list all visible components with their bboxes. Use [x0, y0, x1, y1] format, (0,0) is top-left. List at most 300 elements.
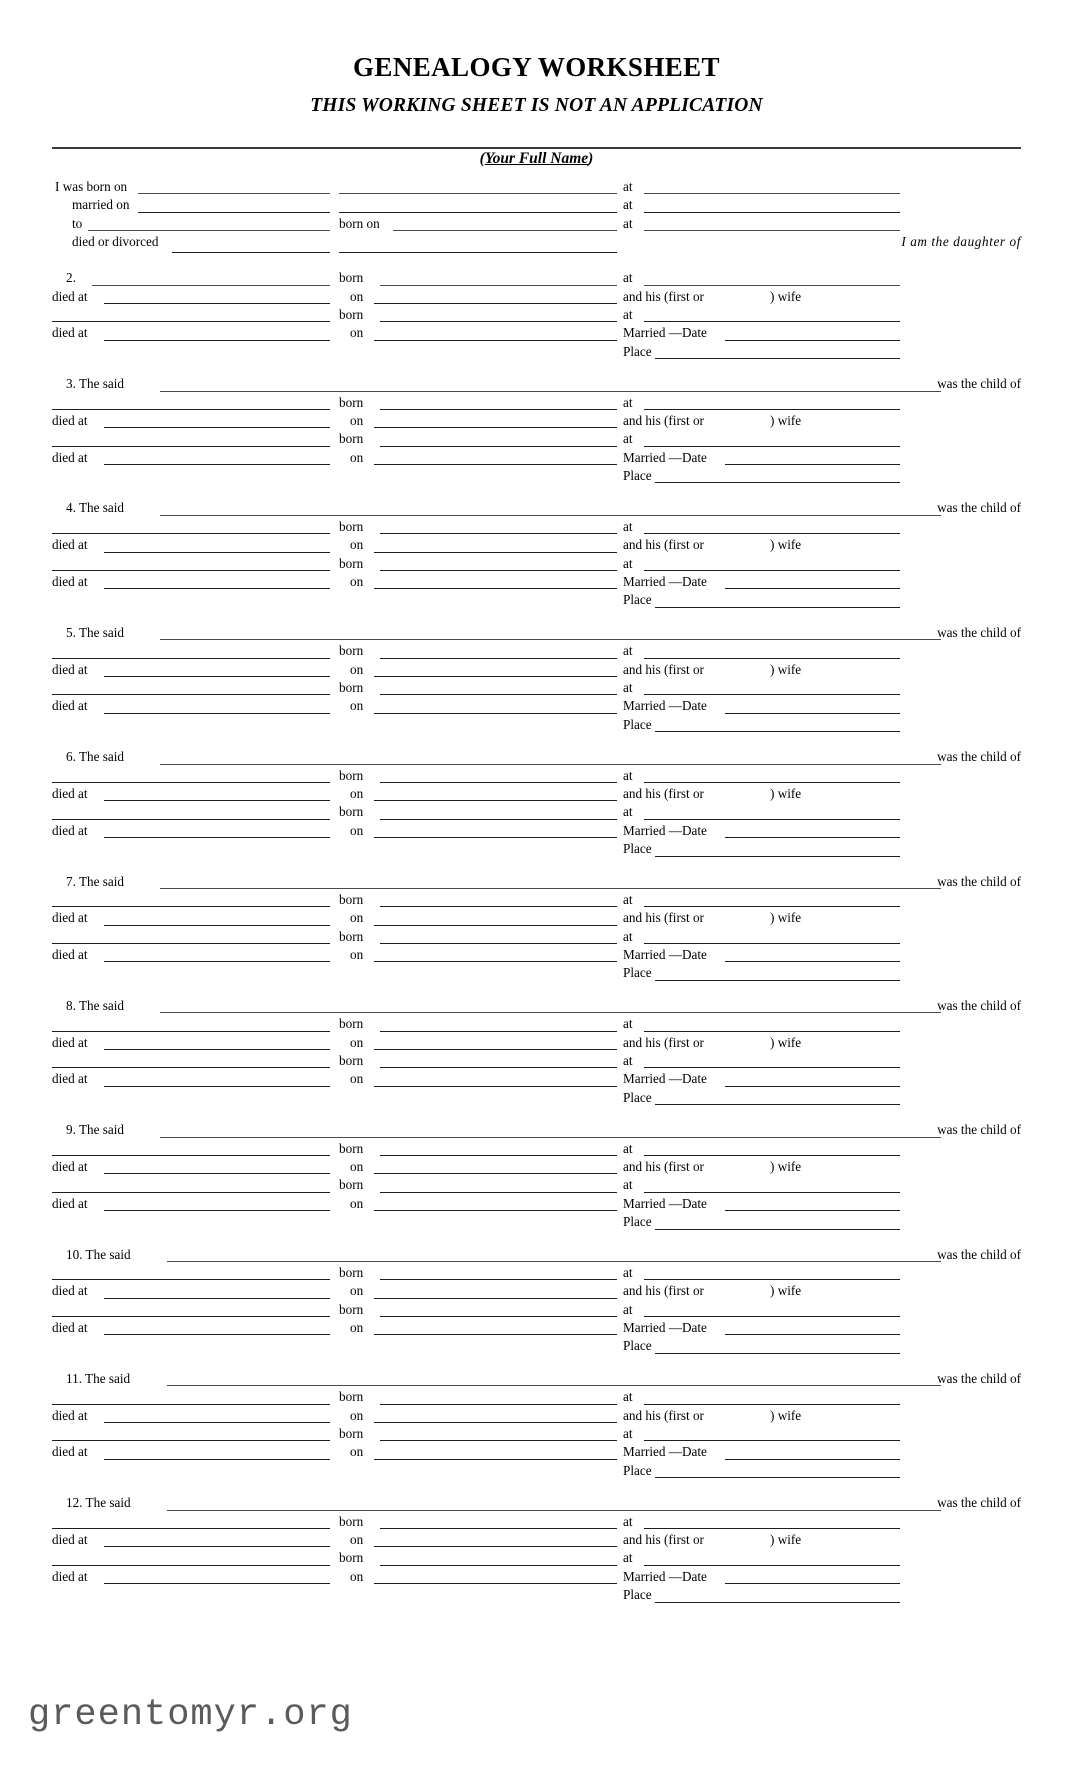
label-married-date: Married —Date: [623, 822, 707, 838]
field-died-on-date-2[interactable]: [374, 961, 617, 962]
field-died-at-place-2[interactable]: [104, 1210, 330, 1211]
field-the-said-name[interactable]: [160, 1137, 941, 1138]
field-died-on-date[interactable]: [374, 925, 617, 926]
field-married-place[interactable]: [655, 482, 900, 483]
field-died-at-place-2[interactable]: [104, 961, 330, 962]
label-died-or-divorced: died or divorced: [72, 234, 159, 250]
label-was-the-child-of: was the child of: [937, 873, 1021, 889]
field-died-at-place-2[interactable]: [104, 1583, 330, 1584]
label-at: at: [623, 891, 633, 907]
field-married-place[interactable]: [655, 980, 900, 981]
label-was-the-child-of: was the child of: [937, 749, 1021, 765]
row-spacer: [0, 1480, 1073, 1494]
field-spouse-born-at-2[interactable]: [644, 1067, 900, 1068]
field-died-or-divorced-date[interactable]: [172, 252, 330, 253]
form-row: [0, 1282, 1073, 1300]
field-married-date[interactable]: [725, 713, 900, 714]
label-at: at: [623, 179, 633, 194]
label-born: born: [339, 431, 364, 447]
field-spouse-born-2[interactable]: [380, 570, 617, 571]
label-born: born: [339, 928, 364, 944]
field-parent-name[interactable]: [52, 1155, 330, 1156]
field-parent-name[interactable]: [52, 658, 330, 659]
label-and-his-first-or: and his (first or: [623, 910, 704, 926]
form-row: [0, 1301, 1073, 1319]
field-spouse-born-at-2[interactable]: [644, 1316, 900, 1317]
block-heading-the-said: 10. The said: [66, 1246, 131, 1262]
field-spouse-born-on[interactable]: [393, 230, 617, 231]
field-parent-born[interactable]: [380, 533, 617, 534]
field-parent-name[interactable]: [52, 1031, 330, 1032]
form-row: [0, 697, 1073, 715]
label-married-date: Married —Date: [623, 1195, 707, 1211]
field-died-on-date[interactable]: [374, 1049, 617, 1050]
field-married-date[interactable]: [725, 340, 900, 341]
field-the-said-name[interactable]: [160, 391, 941, 392]
label-married-date: Married —Date: [623, 325, 707, 341]
form-row: [0, 642, 1073, 660]
label-wife-close: ) wife: [770, 1283, 802, 1299]
field-parent-born-at[interactable]: [644, 533, 900, 534]
label-died-at: died at: [52, 947, 88, 963]
label-place: Place: [623, 965, 652, 981]
label-born: born: [339, 804, 364, 820]
field-died-on-date-2[interactable]: [374, 1459, 617, 1460]
field-died-at-place[interactable]: [104, 925, 330, 926]
field-died-on-date-2[interactable]: [374, 464, 617, 465]
field-parent-born-at[interactable]: [644, 1031, 900, 1032]
field-parent-name[interactable]: [52, 1528, 330, 1529]
field-spouse-born-at[interactable]: [644, 230, 900, 231]
form-row: [0, 1213, 1073, 1231]
field-died-on-date[interactable]: [374, 800, 617, 801]
field-died-at-place[interactable]: [104, 303, 330, 304]
field-died-on-date-2[interactable]: [374, 1210, 617, 1211]
field-parent-born[interactable]: [380, 1528, 617, 1529]
label-on: on: [350, 449, 364, 465]
field-spouse-name-2[interactable]: [52, 1565, 330, 1566]
field-parent-name[interactable]: [52, 409, 330, 410]
field-spouse-name-2[interactable]: [52, 819, 330, 820]
field-ancestor-name[interactable]: [92, 285, 330, 286]
field-parent-name[interactable]: [52, 1279, 330, 1280]
form-row: [0, 269, 1073, 287]
field-died-at-place[interactable]: [104, 1173, 330, 1174]
field-spouse-name-2[interactable]: [52, 446, 330, 447]
label-at: at: [623, 1177, 633, 1193]
field-died-at-place-2[interactable]: [104, 837, 330, 838]
form-row: [0, 343, 1073, 361]
field-married-date[interactable]: [725, 464, 900, 465]
form-row: [0, 1034, 1073, 1052]
field-parent-born[interactable]: [380, 1279, 617, 1280]
field-birth-at[interactable]: [644, 193, 900, 194]
header-divider: [52, 147, 1021, 149]
field-died-at-place[interactable]: [104, 1298, 330, 1299]
field-married-date[interactable]: [725, 961, 900, 962]
field-died-or-divorced-extra[interactable]: [339, 252, 617, 253]
label-on: on: [350, 1283, 364, 1299]
field-birth-date[interactable]: [138, 193, 330, 194]
label-married-date: Married —Date: [623, 947, 707, 963]
field-spouse-name-2[interactable]: [52, 694, 330, 695]
field-died-at-place[interactable]: [104, 800, 330, 801]
field-died-at-place[interactable]: [104, 552, 330, 553]
label-wife-close: ) wife: [770, 1034, 802, 1050]
field-married-place[interactable]: [655, 1353, 900, 1354]
form-row: [0, 1370, 1073, 1388]
form-row: [0, 375, 1073, 393]
label-at: at: [623, 306, 633, 322]
label-at: at: [623, 1053, 633, 1069]
field-marriage-date[interactable]: [138, 212, 330, 213]
label-on: on: [350, 1320, 364, 1336]
field-died-at-place-2[interactable]: [104, 464, 330, 465]
form-row: [0, 324, 1073, 342]
row-spacer: [0, 361, 1073, 375]
form-row: [0, 1388, 1073, 1406]
row-spacer: [0, 485, 1073, 499]
field-married-date[interactable]: [725, 1334, 900, 1335]
field-married-date[interactable]: [725, 1583, 900, 1584]
form-row: [0, 1568, 1073, 1586]
label-at: at: [623, 643, 633, 659]
form-row: [0, 1015, 1073, 1033]
field-parent-name[interactable]: [52, 782, 330, 783]
field-parent-born-at[interactable]: [644, 1279, 900, 1280]
row-spacer: [0, 610, 1073, 624]
field-spouse-name-2[interactable]: [52, 570, 330, 571]
field-parent-born[interactable]: [380, 1404, 617, 1405]
label-died-at: died at: [52, 288, 88, 304]
field-died-at-place[interactable]: [104, 1546, 330, 1547]
label-at: at: [623, 1140, 633, 1156]
form-row: [0, 233, 1073, 255]
form-row: [0, 449, 1073, 467]
field-married-date[interactable]: [725, 1086, 900, 1087]
field-parent-born[interactable]: [380, 782, 617, 783]
block-heading-the-said: 12. The said: [66, 1495, 131, 1511]
label-born-on: born on: [339, 215, 380, 231]
field-spouse-born-2[interactable]: [380, 1565, 617, 1566]
label-place: Place: [623, 468, 652, 484]
label-at: at: [623, 215, 633, 231]
field-died-on-date-2[interactable]: [374, 1334, 617, 1335]
label-on: on: [350, 1034, 364, 1050]
label-was-the-child-of: was the child of: [937, 1495, 1021, 1511]
form-row: [0, 1425, 1073, 1443]
field-spouse-born-2[interactable]: [380, 1192, 617, 1193]
label-born: born: [339, 1053, 364, 1069]
label-wife-close: ) wife: [770, 537, 802, 553]
label-on: on: [350, 1532, 364, 1547]
field-spouse-born-2[interactable]: [380, 694, 617, 695]
form-row: [0, 873, 1073, 891]
field-married-place[interactable]: [655, 856, 900, 857]
field-parent-born-at[interactable]: [644, 1528, 900, 1529]
field-died-at-place[interactable]: [104, 1049, 330, 1050]
field-parent-born[interactable]: [380, 409, 617, 410]
field-died-on-date-2[interactable]: [374, 1086, 617, 1087]
label-died-at: died at: [52, 1034, 88, 1050]
form-row: [0, 803, 1073, 821]
field-married-place[interactable]: [655, 1104, 900, 1105]
form-row: [0, 1407, 1073, 1425]
field-died-on-date-2[interactable]: [374, 1583, 617, 1584]
field-died-at-place-2[interactable]: [104, 713, 330, 714]
label-born: born: [339, 555, 364, 571]
form-row: [0, 1586, 1073, 1604]
label-on: on: [350, 288, 364, 304]
form-row: [0, 467, 1073, 485]
field-parent-name[interactable]: [52, 533, 330, 534]
form-row: [0, 661, 1073, 679]
form-row: [0, 215, 1073, 233]
form-row: [0, 928, 1073, 946]
site-watermark: greentomyr.org: [28, 1694, 353, 1736]
field-married-place[interactable]: [655, 1477, 900, 1478]
label-married-date: Married —Date: [623, 1568, 707, 1584]
label-born: born: [339, 1550, 364, 1566]
label-was-the-child-of: was the child of: [937, 624, 1021, 640]
label-born: born: [339, 306, 364, 322]
field-the-said-name[interactable]: [160, 1012, 941, 1013]
field-died-at-place[interactable]: [104, 1422, 330, 1423]
field-parent-name[interactable]: [52, 906, 330, 907]
field-married-place[interactable]: [655, 1229, 900, 1230]
label-was-the-child-of: was the child of: [937, 376, 1021, 392]
field-parent-born-at[interactable]: [644, 658, 900, 659]
form-row: [0, 624, 1073, 642]
label-died-at: died at: [52, 822, 88, 838]
field-died-at-place-2[interactable]: [104, 1459, 330, 1460]
field-married-date[interactable]: [725, 588, 900, 589]
form-row: [0, 394, 1073, 412]
label-at: at: [623, 1301, 633, 1317]
form-row: [0, 430, 1073, 448]
field-died-on-date[interactable]: [374, 1546, 617, 1547]
field-spouse-born-2[interactable]: [380, 1440, 617, 1441]
field-married-place[interactable]: [655, 358, 900, 359]
field-the-said-name[interactable]: [160, 639, 941, 640]
field-parent-born-at[interactable]: [644, 906, 900, 907]
label-died-at: died at: [52, 698, 88, 714]
label-wife-close: ) wife: [770, 785, 802, 801]
field-married-place[interactable]: [655, 607, 900, 608]
field-parent-born[interactable]: [380, 906, 617, 907]
field-the-said-name[interactable]: [160, 764, 941, 765]
field-died-at-place-2[interactable]: [104, 1334, 330, 1335]
field-parent-born-at[interactable]: [644, 409, 900, 410]
label-place: Place: [623, 841, 652, 857]
full-name-caption: [0, 150, 1073, 168]
label-place: Place: [623, 1338, 652, 1354]
form-row: [0, 785, 1073, 803]
field-married-date[interactable]: [725, 837, 900, 838]
field-married-date[interactable]: [725, 1210, 900, 1211]
field-died-at-place-2[interactable]: [104, 340, 330, 341]
label-born: born: [339, 1016, 364, 1032]
label-wife-close: ) wife: [770, 412, 802, 428]
form-row: [0, 518, 1073, 536]
field-spouse-name-2[interactable]: [52, 1192, 330, 1193]
field-spouse-born-at-2[interactable]: [644, 321, 900, 322]
label-on: on: [350, 785, 364, 801]
form-row: [0, 1494, 1073, 1512]
field-parent-born-at[interactable]: [644, 782, 900, 783]
label-on: on: [350, 1158, 364, 1174]
label-at: at: [623, 767, 633, 783]
form-row: [0, 573, 1073, 591]
label-married-on: married on: [72, 197, 130, 213]
field-married-place[interactable]: [655, 1602, 900, 1603]
form-row: [0, 1070, 1073, 1088]
field-died-on-date-2[interactable]: [374, 713, 617, 714]
form-row: [0, 412, 1073, 430]
label-on: on: [350, 1195, 364, 1211]
label-and-his-first-or: and his (first or: [623, 412, 704, 428]
form-row: [0, 679, 1073, 697]
field-died-on-date[interactable]: [374, 1422, 617, 1423]
field-parent-born[interactable]: [380, 1031, 617, 1032]
label-at: at: [623, 1389, 633, 1405]
label-on: on: [350, 412, 364, 428]
field-parent-born-at[interactable]: [644, 1404, 900, 1405]
field-died-on-date[interactable]: [374, 676, 617, 677]
field-married-place[interactable]: [655, 731, 900, 732]
form-row: [0, 716, 1073, 734]
field-the-said-name[interactable]: [160, 515, 941, 516]
field-parent-name[interactable]: [52, 1404, 330, 1405]
field-parent-born[interactable]: [380, 658, 617, 659]
field-marriage-at[interactable]: [644, 212, 900, 213]
field-spouse-born-at-2[interactable]: [644, 694, 900, 695]
row-spacer: [0, 983, 1073, 997]
caption-paren-open: (: [479, 150, 485, 167]
field-died-at-place-2[interactable]: [104, 1086, 330, 1087]
form-row: [0, 1158, 1073, 1176]
field-spouse-name-2[interactable]: [52, 943, 330, 944]
label-born: born: [339, 1426, 364, 1442]
label-died-at: died at: [52, 449, 88, 465]
label-on: on: [350, 574, 364, 590]
label-died-at: died at: [52, 412, 88, 428]
form-row: [0, 767, 1073, 785]
form-row: [0, 555, 1073, 573]
field-spouse-born-2[interactable]: [380, 1067, 617, 1068]
field-spouse-name-2[interactable]: [52, 1316, 330, 1317]
field-spouse-name-2[interactable]: [52, 321, 330, 322]
field-died-on-date-2[interactable]: [374, 588, 617, 589]
block-heading-the-said: 7. The said: [66, 873, 124, 889]
field-died-on-date[interactable]: [374, 1173, 617, 1174]
label-died-at: died at: [52, 1568, 88, 1584]
form-row: [0, 1176, 1073, 1194]
field-spouse-born-2[interactable]: [380, 446, 617, 447]
field-the-said-name[interactable]: [167, 1261, 941, 1262]
form-row: [0, 306, 1073, 324]
field-ancestor-born[interactable]: [380, 285, 617, 286]
field-spouse-name-2[interactable]: [52, 1067, 330, 1068]
field-died-on-date[interactable]: [374, 303, 617, 304]
field-the-said-name[interactable]: [167, 1385, 941, 1386]
label-born: born: [339, 1513, 364, 1529]
label-i-was-born-on: I was born on: [55, 179, 128, 194]
label-married-date: Married —Date: [623, 1071, 707, 1087]
field-parent-born[interactable]: [380, 1155, 617, 1156]
field-the-said-name[interactable]: [160, 888, 941, 889]
label-at: at: [623, 928, 633, 944]
form-row: [0, 1121, 1073, 1139]
form-row: [0, 748, 1073, 766]
label-on: on: [350, 661, 364, 677]
field-spouse-born-2[interactable]: [380, 321, 617, 322]
label-married-date: Married —Date: [623, 698, 707, 714]
field-died-on-date-2[interactable]: [374, 340, 617, 341]
label-born: born: [339, 1264, 364, 1280]
field-spouse-born-at-2[interactable]: [644, 1565, 900, 1566]
field-spouse-born-2[interactable]: [380, 943, 617, 944]
field-parent-born-at[interactable]: [644, 1155, 900, 1156]
label-at: at: [623, 518, 633, 534]
field-spouse-born-at-2[interactable]: [644, 570, 900, 571]
label-died-at: died at: [52, 1158, 88, 1174]
label-died-at: died at: [52, 785, 88, 801]
label-was-the-child-of: was the child of: [937, 1122, 1021, 1138]
field-marriage-extra[interactable]: [339, 212, 617, 213]
field-died-at-place[interactable]: [104, 676, 330, 677]
field-spouse-born-at-2[interactable]: [644, 819, 900, 820]
field-died-on-date-2[interactable]: [374, 837, 617, 838]
form-row: [0, 196, 1073, 214]
field-died-on-date[interactable]: [374, 552, 617, 553]
field-spouse-born-at-2[interactable]: [644, 1192, 900, 1193]
field-died-at-place[interactable]: [104, 427, 330, 428]
field-spouse-born-at-2[interactable]: [644, 446, 900, 447]
label-born: born: [339, 891, 364, 907]
field-birth-place-extra[interactable]: [339, 193, 617, 194]
block-heading-the-said: 5. The said: [66, 624, 124, 640]
label-place: Place: [623, 1462, 652, 1478]
field-ancestor-born-at[interactable]: [644, 285, 900, 286]
label-died-at: died at: [52, 1320, 88, 1336]
field-died-at-place-2[interactable]: [104, 588, 330, 589]
page-subtitle: THIS WORKING SHEET IS NOT AN APPLICATION: [310, 95, 763, 116]
field-spouse-born-at-2[interactable]: [644, 943, 900, 944]
form-row: [0, 1462, 1073, 1480]
block-heading-the-said: 6. The said: [66, 749, 124, 765]
label-on: on: [350, 325, 364, 341]
field-married-date[interactable]: [725, 1459, 900, 1460]
form-row: [0, 822, 1073, 840]
field-spouse-born-2[interactable]: [380, 1316, 617, 1317]
label-place: Place: [623, 592, 652, 608]
field-spouse-born-2[interactable]: [380, 819, 617, 820]
form-row: [0, 1531, 1073, 1549]
field-died-on-date[interactable]: [374, 1298, 617, 1299]
form-row: [0, 1246, 1073, 1264]
form-row: [0, 1337, 1073, 1355]
field-spouse-name-2[interactable]: [52, 1440, 330, 1441]
field-the-said-name[interactable]: [167, 1510, 941, 1511]
label-was-the-child-of: was the child of: [937, 500, 1021, 516]
field-died-on-date[interactable]: [374, 427, 617, 428]
label-and-his-first-or: and his (first or: [623, 288, 704, 304]
label-at: at: [623, 1016, 633, 1032]
field-spouse-born-at-2[interactable]: [644, 1440, 900, 1441]
worksheet-form: [0, 178, 1073, 1605]
field-spouse-name[interactable]: [88, 230, 330, 231]
